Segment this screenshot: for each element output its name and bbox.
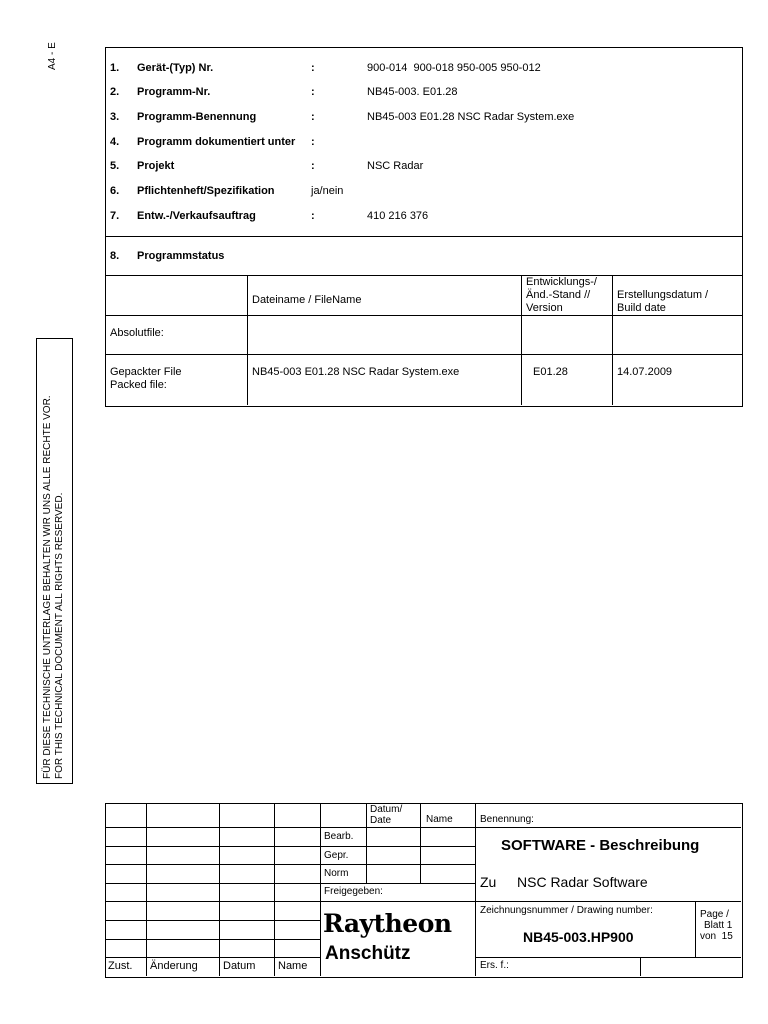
bearb-label: Bearb. [324, 831, 354, 842]
header-build-date-line2: Build date [617, 302, 666, 314]
field-number: 3. [110, 111, 120, 123]
field-label: Programm-Nr. [137, 86, 211, 98]
row-date: 14.07.2009 [617, 366, 673, 378]
field-label: Entw.-/Verkaufsauftrag [137, 210, 256, 222]
rights-notice-line2: FOR THIS TECHNICAL DOCUMENT ALL RIGHTS RESERVED. [54, 492, 65, 779]
title-block [105, 803, 743, 978]
field-number: 6. [110, 185, 120, 197]
field-value: 410 216 376 [367, 210, 429, 222]
page-line1: Page / [700, 909, 729, 920]
document-subtitle: NSC Radar Software [517, 874, 648, 890]
header-version-line3: Version [526, 302, 563, 314]
field-value: NSC Radar [367, 160, 424, 172]
field-value: NB45-003 E01.28 NSC Radar System.exe [367, 111, 575, 123]
ers-label: Ers. f.: [480, 960, 509, 971]
col-aenderung: Änderung [150, 960, 198, 972]
program-info-form [105, 47, 743, 407]
field-label: Programm-Benennung [137, 111, 257, 123]
document-title: SOFTWARE - Beschreibung [501, 837, 700, 854]
benennung-label: Benennung: [480, 814, 534, 825]
field-label: Gerät-(Typ) Nr. [137, 62, 214, 74]
header-build-date [617, 289, 708, 315]
field-separator: : [311, 136, 315, 148]
col-datum: Datum [223, 960, 256, 972]
col-name: Name [278, 960, 308, 972]
field-separator: : [311, 160, 315, 172]
datum-date-line2: Date [370, 815, 392, 826]
field-separator: : [311, 86, 315, 98]
name-header: Name [426, 814, 453, 825]
field-separator: : [311, 111, 315, 123]
page-line2: Blatt 1 [704, 920, 733, 931]
datum-date-line1: Datum/ [370, 804, 403, 815]
row-filename: NB45-003 E01.28 NSC Radar System.exe [252, 366, 460, 378]
anschutz-logo: Anschütz [325, 943, 411, 964]
datum-date-header [370, 804, 402, 826]
field-number: 2. [110, 86, 120, 98]
norm-label: Norm [324, 868, 349, 879]
freigegeben-label: Freigegeben: [324, 886, 383, 897]
drawing-number-label: Zeichnungsnummer / Drawing number: [480, 905, 653, 916]
gepr-label: Gepr. [324, 850, 349, 861]
header-filename: Dateiname / FileName [252, 294, 362, 306]
zu-label: Zu [480, 874, 497, 890]
page-line3: von 15 [700, 931, 733, 942]
field-number: 4. [110, 136, 120, 148]
col-zust: Zust. [108, 960, 133, 972]
header-version-line2: Änd.-Stand // [526, 289, 591, 301]
row-label-line1: Gepackter File [110, 366, 182, 378]
field-separator: ja/nein [311, 185, 344, 197]
row-label [110, 366, 182, 392]
drawing-number: NB45-003.HP900 [523, 929, 634, 945]
row-label-line2: Packed file: [110, 379, 167, 391]
field-label: Pflichtenheft/Spezifikation [137, 185, 275, 197]
field-value: NB45-003. E01.28 [367, 86, 458, 98]
status-number: 8. [110, 250, 120, 262]
header-version-line1: Entwicklungs-/ [526, 276, 597, 288]
row-label: Absolutfile: [110, 327, 164, 339]
page-indicator [700, 909, 733, 942]
header-version [526, 276, 597, 315]
status-label: Programmstatus [137, 250, 225, 262]
field-separator: : [311, 62, 315, 74]
header-build-date-line1: Erstellungsdatum / [617, 289, 709, 301]
format-label: A4 - E [47, 42, 58, 70]
field-separator: : [311, 210, 315, 222]
field-number: 1. [110, 62, 120, 74]
raytheon-logo: Raytheon [323, 909, 452, 938]
field-label: Projekt [137, 160, 175, 172]
row-version: E01.28 [533, 366, 568, 378]
field-number: 5. [110, 160, 120, 172]
field-number: 7. [110, 210, 120, 222]
rights-notice-line1: FÜR DIESE TECHNISCHE UNTERLAGE BEHALTEN WIR UNS ALLE RECHTE VOR. [42, 395, 53, 779]
field-value: 900-014 900-018 950-005 950-012 [367, 62, 541, 74]
field-label: Programm dokumentiert unter [137, 136, 296, 148]
